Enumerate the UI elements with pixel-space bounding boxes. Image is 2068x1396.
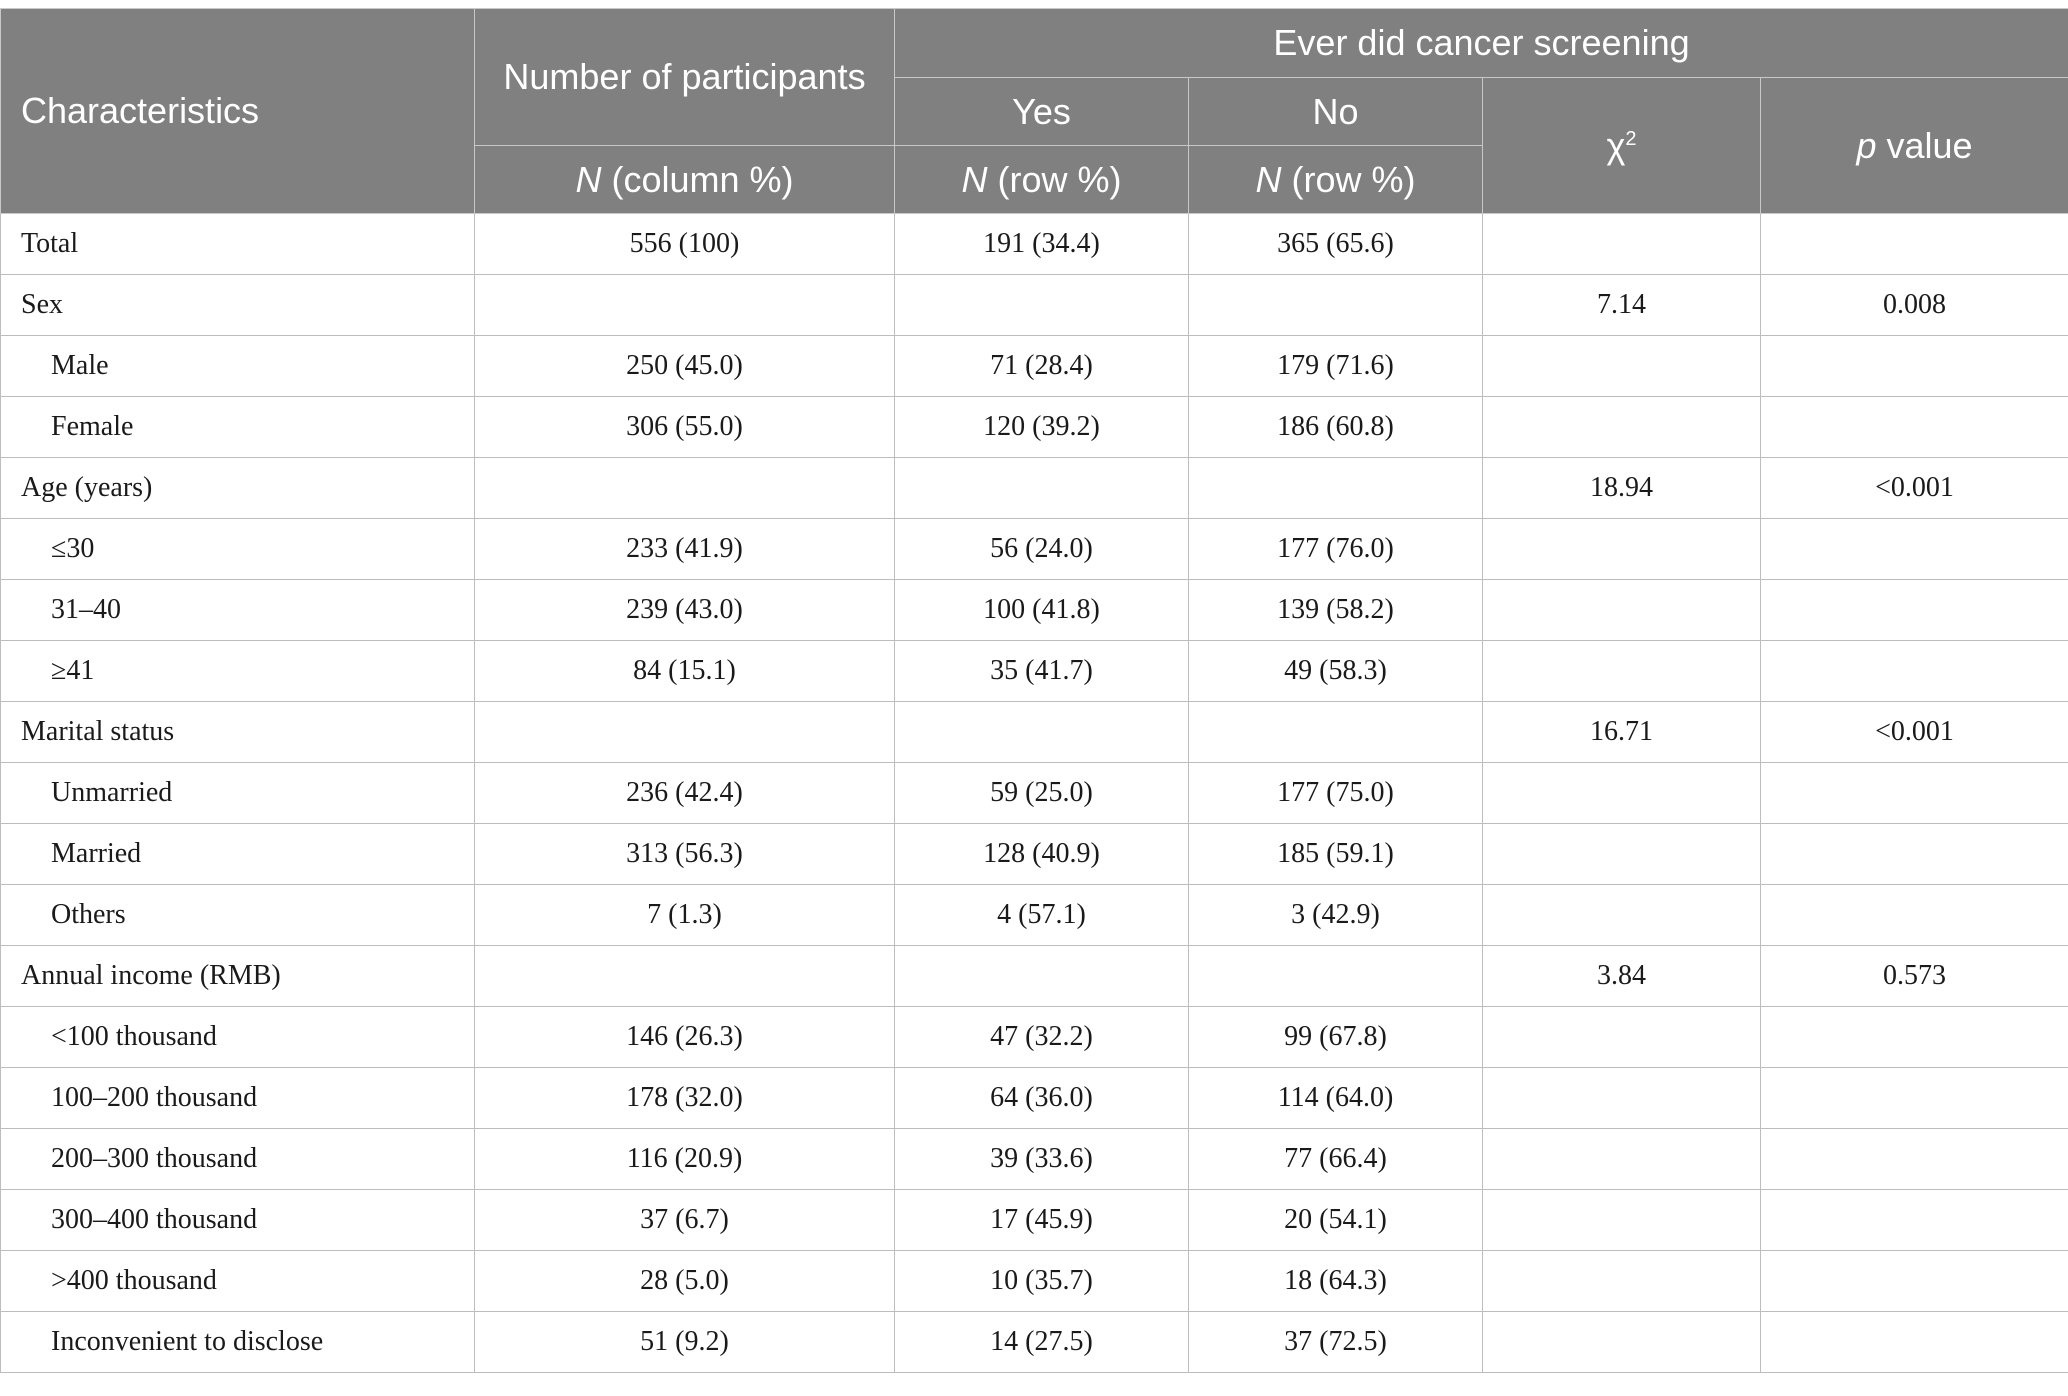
cell-screening-yes: 10 (35.7) [895, 1251, 1189, 1312]
header-no: No [1189, 78, 1483, 146]
cell-screening-yes [895, 458, 1189, 519]
row-label: Marital status [1, 702, 475, 763]
cell-screening-no: 3 (42.9) [1189, 885, 1483, 946]
cell-screening-yes [895, 275, 1189, 336]
cell-screening-yes: 100 (41.8) [895, 580, 1189, 641]
row-label: Annual income (RMB) [1, 946, 475, 1007]
cell-number-of-participants: 306 (55.0) [475, 397, 895, 458]
table-row [1, 336, 2068, 397]
row-label: Total [1, 214, 475, 275]
cell-screening-yes: 191 (34.4) [895, 214, 1189, 275]
cell-number-of-participants [475, 946, 895, 1007]
cell-number-of-participants: 236 (42.4) [475, 763, 895, 824]
row-label: 31–40 [1, 580, 475, 641]
table-row [1, 1068, 2068, 1129]
cell-chi-square [1483, 824, 1761, 885]
cell-number-of-participants: 51 (9.2) [475, 1312, 895, 1373]
table-row [1, 1251, 2068, 1312]
cell-p-value [1761, 824, 2068, 885]
cell-screening-yes [895, 702, 1189, 763]
table-container [0, 8, 2068, 1373]
header-chi-square [1483, 78, 1761, 214]
table-row [1, 458, 2068, 519]
cell-p-value [1761, 1251, 2068, 1312]
cell-p-value [1761, 763, 2068, 824]
row-label: Male [1, 336, 475, 397]
cell-screening-no: 49 (58.3) [1189, 641, 1483, 702]
row-label: 300–400 thousand [1, 1190, 475, 1251]
cell-chi-square [1483, 1068, 1761, 1129]
table-row [1, 214, 2068, 275]
cell-screening-no: 37 (72.5) [1189, 1312, 1483, 1373]
characteristics-table [0, 8, 2068, 1373]
cell-screening-yes: 71 (28.4) [895, 336, 1189, 397]
cell-chi-square: 16.71 [1483, 702, 1761, 763]
table-row [1, 397, 2068, 458]
table-row [1, 1129, 2068, 1190]
cell-screening-no: 186 (60.8) [1189, 397, 1483, 458]
cell-screening-yes: 64 (36.0) [895, 1068, 1189, 1129]
cell-p-value [1761, 214, 2068, 275]
table-row [1, 702, 2068, 763]
cell-p-value [1761, 641, 2068, 702]
header-n-column-pct [475, 146, 895, 214]
cell-screening-yes: 17 (45.9) [895, 1190, 1189, 1251]
cell-screening-no: 177 (75.0) [1189, 763, 1483, 824]
cell-screening-no [1189, 275, 1483, 336]
cell-screening-yes: 120 (39.2) [895, 397, 1189, 458]
table-row [1, 641, 2068, 702]
cell-screening-yes: 128 (40.9) [895, 824, 1189, 885]
cell-screening-yes [895, 946, 1189, 1007]
cell-number-of-participants: 250 (45.0) [475, 336, 895, 397]
cell-number-of-participants: 116 (20.9) [475, 1129, 895, 1190]
cell-p-value [1761, 580, 2068, 641]
header-number-of-participants: Number of participants [475, 9, 895, 146]
cell-p-value: 0.008 [1761, 275, 2068, 336]
cell-number-of-participants: 233 (41.9) [475, 519, 895, 580]
n-italic: N [1255, 158, 1282, 200]
cell-chi-square [1483, 641, 1761, 702]
row-label: Female [1, 397, 475, 458]
cell-chi-square [1483, 1190, 1761, 1251]
cell-chi-square: 18.94 [1483, 458, 1761, 519]
cell-number-of-participants: 178 (32.0) [475, 1068, 895, 1129]
cell-number-of-participants: 556 (100) [475, 214, 895, 275]
p-italic: p [1856, 124, 1877, 166]
cell-number-of-participants [475, 275, 895, 336]
cell-p-value: <0.001 [1761, 702, 2068, 763]
cell-screening-no: 77 (66.4) [1189, 1129, 1483, 1190]
cell-p-value [1761, 1007, 2068, 1068]
row-label: ≥41 [1, 641, 475, 702]
row-pct-text: (row %) [1281, 158, 1416, 200]
header-ever-did-cancer-screening: Ever did cancer screening [895, 9, 2068, 78]
cell-chi-square [1483, 336, 1761, 397]
header-characteristics: Characteristics [1, 9, 475, 214]
cell-number-of-participants: 7 (1.3) [475, 885, 895, 946]
cell-screening-yes: 35 (41.7) [895, 641, 1189, 702]
row-label: Others [1, 885, 475, 946]
n-italic: N [961, 158, 988, 200]
cell-screening-no [1189, 702, 1483, 763]
chi-superscript: 2 [1625, 127, 1637, 150]
table-header [1, 9, 2068, 214]
cell-screening-no [1189, 458, 1483, 519]
table-row [1, 519, 2068, 580]
cell-screening-yes: 4 (57.1) [895, 885, 1189, 946]
table-row [1, 1312, 2068, 1373]
cell-number-of-participants: 37 (6.7) [475, 1190, 895, 1251]
row-label: <100 thousand [1, 1007, 475, 1068]
cell-number-of-participants: 239 (43.0) [475, 580, 895, 641]
cell-number-of-participants: 146 (26.3) [475, 1007, 895, 1068]
row-label: Married [1, 824, 475, 885]
cell-chi-square [1483, 1312, 1761, 1373]
cell-p-value [1761, 519, 2068, 580]
cell-chi-square [1483, 397, 1761, 458]
table-row [1, 946, 2068, 1007]
row-label: Unmarried [1, 763, 475, 824]
cell-number-of-participants: 28 (5.0) [475, 1251, 895, 1312]
cell-p-value [1761, 885, 2068, 946]
cell-chi-square [1483, 885, 1761, 946]
cell-p-value [1761, 1129, 2068, 1190]
cell-chi-square [1483, 1251, 1761, 1312]
cell-screening-yes: 47 (32.2) [895, 1007, 1189, 1068]
table-row [1, 885, 2068, 946]
cell-chi-square [1483, 1007, 1761, 1068]
table-row [1, 763, 2068, 824]
cell-p-value [1761, 1068, 2068, 1129]
table-row [1, 824, 2068, 885]
cell-screening-no: 179 (71.6) [1189, 336, 1483, 397]
table-body [1, 214, 2068, 1373]
cell-screening-yes: 56 (24.0) [895, 519, 1189, 580]
cell-chi-square [1483, 214, 1761, 275]
row-label: >400 thousand [1, 1251, 475, 1312]
row-label: Sex [1, 275, 475, 336]
cell-screening-no [1189, 946, 1483, 1007]
row-label: ≤30 [1, 519, 475, 580]
cell-chi-square [1483, 580, 1761, 641]
cell-screening-no: 114 (64.0) [1189, 1068, 1483, 1129]
cell-p-value: <0.001 [1761, 458, 2068, 519]
cell-chi-square: 3.84 [1483, 946, 1761, 1007]
row-label: 100–200 thousand [1, 1068, 475, 1129]
cell-screening-no: 20 (54.1) [1189, 1190, 1483, 1251]
n-italic: N [575, 158, 602, 200]
row-pct-text: (row %) [987, 158, 1122, 200]
cell-chi-square [1483, 519, 1761, 580]
header-yes: Yes [895, 78, 1189, 146]
cell-screening-no: 185 (59.1) [1189, 824, 1483, 885]
table-row [1, 275, 2068, 336]
cell-screening-yes: 39 (33.6) [895, 1129, 1189, 1190]
cell-number-of-participants [475, 702, 895, 763]
table-row [1, 1190, 2068, 1251]
row-label: Inconvenient to disclose [1, 1312, 475, 1373]
row-label: Age (years) [1, 458, 475, 519]
cell-p-value [1761, 397, 2068, 458]
header-n-row-pct-no [1189, 146, 1483, 214]
cell-p-value [1761, 1312, 2068, 1373]
cell-screening-yes: 59 (25.0) [895, 763, 1189, 824]
chi-symbol: χ [1606, 124, 1626, 166]
header-n-row-pct-yes [895, 146, 1189, 214]
cell-screening-no: 177 (76.0) [1189, 519, 1483, 580]
cell-screening-no: 99 (67.8) [1189, 1007, 1483, 1068]
cell-screening-yes: 14 (27.5) [895, 1312, 1189, 1373]
cell-chi-square: 7.14 [1483, 275, 1761, 336]
cell-chi-square [1483, 1129, 1761, 1190]
cell-chi-square [1483, 763, 1761, 824]
table-row [1, 1007, 2068, 1068]
row-label: 200–300 thousand [1, 1129, 475, 1190]
header-p-value [1761, 78, 2068, 214]
cell-p-value [1761, 336, 2068, 397]
cell-p-value: 0.573 [1761, 946, 2068, 1007]
cell-p-value [1761, 1190, 2068, 1251]
cell-number-of-participants [475, 458, 895, 519]
p-value-text: value [1876, 124, 1973, 166]
cell-screening-no: 365 (65.6) [1189, 214, 1483, 275]
cell-number-of-participants: 313 (56.3) [475, 824, 895, 885]
table-row [1, 580, 2068, 641]
column-pct-text: (column %) [601, 158, 794, 200]
cell-screening-no: 139 (58.2) [1189, 580, 1483, 641]
cell-screening-no: 18 (64.3) [1189, 1251, 1483, 1312]
cell-number-of-participants: 84 (15.1) [475, 641, 895, 702]
